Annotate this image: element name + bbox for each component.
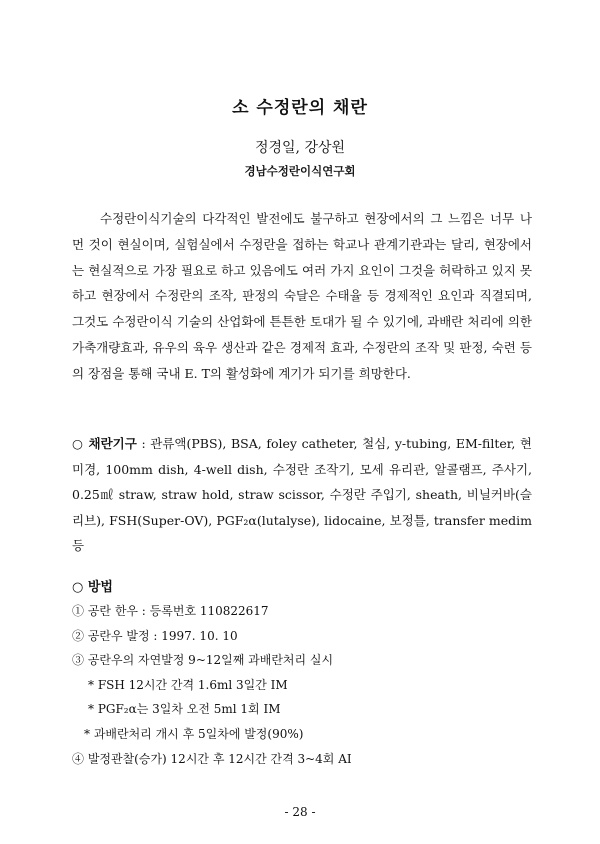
method-item-4: ④ 발정관찰(승가) 12시간 후 12시간 간격 3~4회 AI bbox=[72, 751, 352, 766]
equipment-heading: ○ 채란기구 bbox=[72, 436, 137, 451]
method-item-1: ① 공란 한우 : 등록번호 110822617 bbox=[72, 604, 269, 618]
equipment-paragraph bbox=[72, 431, 532, 559]
method-subitem-estrus: * 과배란처리 개시 후 5일차에 발정(90%) bbox=[84, 726, 304, 741]
abstract-paragraph: 수정란이식기술의 다각적인 발전에도 불구하고 현장에서의 그 느낌은 너무 나 먼 것이 현실이며, 실험실에서 수정란을 접하는 학교나 관계기관과는 달리, 현장에서는 현실적으로 가장 필요로 하고 있음에도 여러 가지 요인이 그것을 허락하고 있지 못하고 현장에서 수정란의 조작, 판정의 숙달은 수태율 등 경제적인 요인과 직결되며, 그것도 수정란이식 기술의 산업화에 튼튼한 토대가 될 수 있기에, 과배란 처리에 의한 가축개량효과, 유우의 육우 생산과 같은 경제적 효과, 수정란의 조작 및 판정, 숙련 등의 장점을 통해 국내 E. T의 활성화에 계기가 되기를 희망한다. bbox=[72, 211, 532, 381]
equipment-list: : 관류액(PBS), BSA, foley catheter, 철심, y-tubing, EM-filter, 현미경, 100mm dish, 4-well dish, 수정란 조작기, 모세 유리관, 알콜램프, 주사기, 0.25㎖ straw, straw hold, straw scissor, 수정란 주입기, sheath, 비닐커바(슬리브), FSH(Super-OV), PGF₂α(lutalyse), lidocaine, 보정틀, transfer medim 등 bbox=[72, 436, 532, 553]
methods-heading: ○ 방법 bbox=[72, 580, 113, 595]
abstract bbox=[72, 206, 532, 387]
equipment-section bbox=[72, 431, 532, 559]
authors: 정경일, 강상원 bbox=[254, 140, 346, 156]
method-item-2: ② 공란우 발정 : 1997. 10. 10 bbox=[72, 628, 238, 643]
method-item-3: ③ 공란우의 자연발정 9~12일째 과배란처리 실시 bbox=[72, 653, 334, 668]
page-number: - 28 - bbox=[284, 805, 316, 819]
affiliation: 경남수정란이식연구회 bbox=[244, 164, 356, 178]
methods-list bbox=[72, 599, 532, 771]
document-title: 소 수정란의 채란 bbox=[232, 98, 368, 118]
method-subitem-pgf: * PGF₂α는 3일차 오전 5ml 1회 IM bbox=[88, 702, 281, 717]
method-subitem-fsh: * FSH 12시간 간격 1.6ml 3일간 IM bbox=[88, 677, 288, 692]
